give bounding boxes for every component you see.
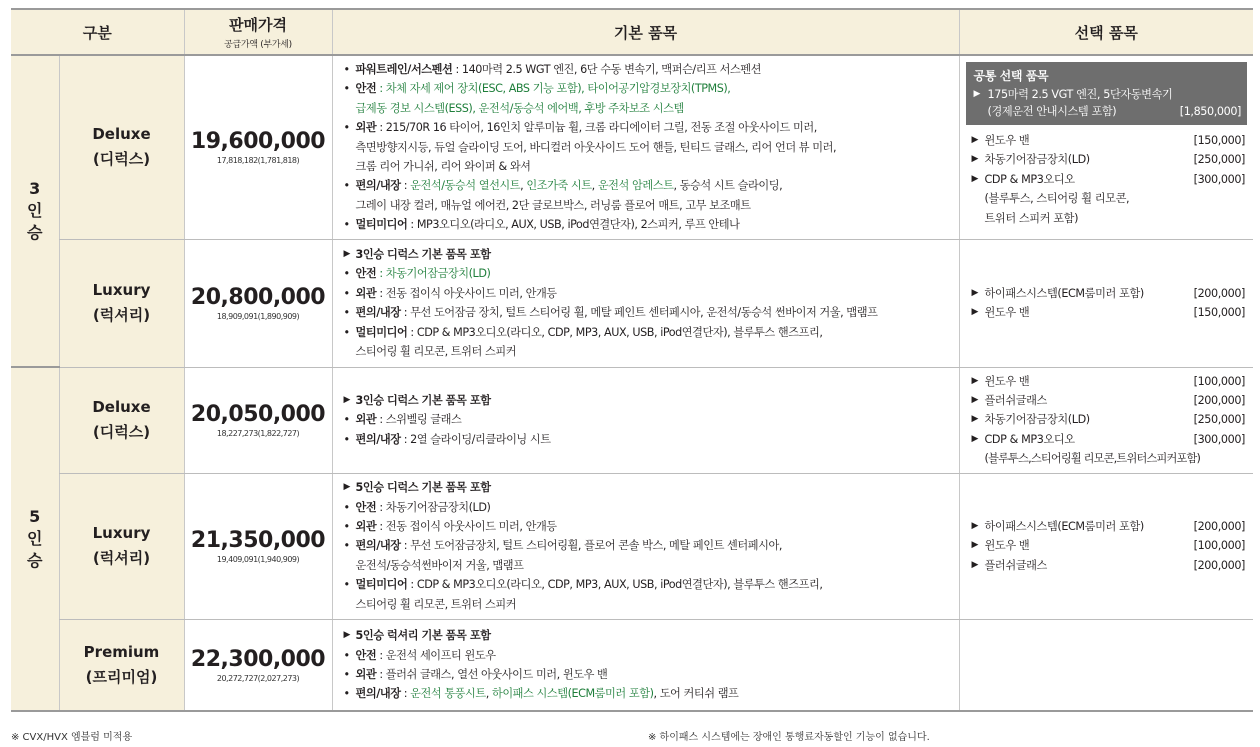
price-cell xyxy=(184,473,332,619)
option-note: (블루투스,스티어링휠 리모콘,트위터스피커포함) xyxy=(984,452,1201,466)
footer-note-left: ※ CVX/HVX 엠블럼 미적용 xyxy=(11,732,133,743)
triangle-icon: ▶ xyxy=(971,135,979,145)
trim-name: Deluxe (디럭스) xyxy=(59,367,184,473)
trim-name: Deluxe (디럭스) xyxy=(59,55,184,239)
basic-items-cell xyxy=(332,55,959,239)
option-items-cell xyxy=(959,367,1253,473)
price-supply: 18,227,273(1,822,727) xyxy=(216,429,300,439)
option-item: ▶ 윈도우 밴 [150,000] xyxy=(972,303,1246,322)
price-main: 21,350,000 xyxy=(190,528,326,554)
triangle-icon: ▶ xyxy=(971,287,979,298)
list-item: ▶ 3인승 디럭스 기본 품목 포함 xyxy=(343,394,491,408)
triangle-icon: ▶ xyxy=(971,521,979,532)
trim-name: Luxury (럭셔리) xyxy=(59,239,184,367)
footer-note-right: ※ 하이패스 시스템에는 장애인 통행료자동할인 기능이 없습니다. xyxy=(648,732,930,743)
table-header-row xyxy=(11,9,1253,55)
table-row xyxy=(11,55,1253,239)
price-cell xyxy=(184,619,332,711)
price-main: 19,600,000 xyxy=(190,129,326,155)
list-item: • 안전 : 차체 자세 제어 장치(ESC, ABS 기능 포함), 타이어공기압경보장치(TPMS), 급제동 경보 시스템(ESS), 운전석/동승석 에어백, 후방 주차보조 시스템 xyxy=(343,82,731,115)
option-item: ▶ 하이패스시스템(ECM룸미러 포함) [200,000] xyxy=(972,517,1246,536)
triangle-icon: ▶ xyxy=(971,307,979,318)
group-3-seater: 3 인 승 xyxy=(11,55,59,367)
list-item: • 편의/내장 : 2열 슬라이딩/리클라이닝 시트 xyxy=(343,432,551,446)
list-item: • 외관 : 플러쉬 글래스, 열선 아웃사이드 미러, 윈도우 밴 xyxy=(343,667,608,681)
triangle-icon: ▶ xyxy=(971,375,979,386)
triangle-icon: ▶ xyxy=(971,433,979,444)
price-cell xyxy=(184,239,332,367)
option-items-cell xyxy=(959,473,1253,619)
option-item: ▶ 차동기어잠금장치(LD) [250,000] xyxy=(972,150,1246,169)
price-cell xyxy=(184,55,332,239)
list-item: • 멀티미디어 : CDP & MP3오디오(라디오, CDP, MP3, AUX, USB, iPod연결단자), 블루투스 핸즈프리, 스티어링 휠 리모콘, 트위터 스피커 xyxy=(343,325,823,358)
triangle-icon: ▶ xyxy=(971,173,979,184)
table-row xyxy=(11,367,1253,473)
list-item: • 안전 : 차동기어잠금장치(LD) xyxy=(343,500,491,514)
list-item: • 편의/내장 : 무선 도어잠금 장치, 털트 스티어링 휠, 메탈 페인트 센터페시아, 운전석/동승석 썬바이저 거울, 맵램프 xyxy=(343,306,878,320)
price-supply: 17,818,182(1,781,818) xyxy=(216,156,300,166)
list-item: • 편의/내장 : 운전석 통풍시트, 하이패스 시스템(ECM룸미러 포함), 도어 커티쉬 램프 xyxy=(343,687,739,701)
trim-name: Premium (프리미엄) xyxy=(59,619,184,711)
option-item: ▶ 플러쉬글래스 [200,000] xyxy=(972,556,1246,575)
option-item: ▶ 윈도우 밴 [150,000] xyxy=(972,131,1246,150)
basic-items-cell xyxy=(332,619,959,711)
group-5-seater: 5 인 승 xyxy=(11,367,59,711)
list-item: • 외관 : 215/70R 16 타이어, 16인치 알루미늄 휠, 크롬 라디에이터 그릴, 전동 조절 아웃사이드 미러, 측면방향지시등, 듀얼 슬라이딩 도어, 바디컬러 아웃사이드 도어 핸들, 틴티드 글래스, 리어 언더 뷰 미러, 크롬 리어 가니쉬, 리어 와이퍼 & 와셔 xyxy=(343,121,837,174)
trim-name: Luxury (럭셔리) xyxy=(59,473,184,619)
list-item: • 외관 : 스위벨링 글래스 xyxy=(343,413,462,427)
price-table xyxy=(11,8,1253,712)
triangle-icon: ▶ xyxy=(971,559,979,570)
header-price-sub: 공급가액 (부가세) xyxy=(224,40,292,50)
price-supply: 18,909,091(1,890,909) xyxy=(216,312,300,322)
basic-items-cell xyxy=(332,367,959,473)
option-item: ▶ 하이패스시스템(ECM룸미러 포함) [200,000] xyxy=(972,284,1246,303)
list-item: • 외관 : 전동 접이식 아웃사이드 미러, 안개등 xyxy=(343,520,557,534)
header-basic-items: 기본 품목 xyxy=(332,9,959,55)
list-item: ▶ 3인승 디럭스 기본 품목 포함 xyxy=(343,247,491,261)
option-item: ▶ 윈도우 밴 [100,000] xyxy=(972,536,1246,555)
price-supply: 20,272,727(2,027,273) xyxy=(216,673,300,683)
list-item: • 멀티미디어 : MP3오디오(라디오, AUX, USB, iPod연결단자), 2스피커, 루프 안테나 xyxy=(343,218,740,232)
list-item: • 멀티미디어 : CDP & MP3오디오(라디오, CDP, MP3, AUX, USB, iPod연결단자), 블루투스 핸즈프리, 스티어링 휠 리모콘, 트위터 스피커 xyxy=(343,578,823,611)
option-items-cell xyxy=(959,55,1253,239)
list-item: ▶ 5인승 럭셔리 기본 품목 포함 xyxy=(343,629,491,643)
header-option-items: 선택 품목 xyxy=(959,9,1253,55)
common-option-box: 공통 선택 품목 ▶ 175마력 2.5 VGT 엔진, 5단자동변속기 (경제운전 안내시스템 포함) [1,850,000] xyxy=(966,62,1248,125)
option-note: (블루투스, 스티어링 휠 리모콘, xyxy=(984,192,1130,206)
triangle-icon: ▶ xyxy=(971,414,979,425)
price-main: 20,800,000 xyxy=(190,285,326,311)
table-row xyxy=(11,473,1253,619)
list-item: • 파워트레인/서스펜션 : 140마력 2.5 WGT 엔진, 6단 수동 변속기, 맥퍼슨/리프 서스펜션 xyxy=(343,63,762,76)
triangle-icon: ▶ xyxy=(973,89,981,99)
list-item: ▶ 5인승 디럭스 기본 품목 포함 xyxy=(343,481,491,495)
header-category: 구분 xyxy=(11,9,184,55)
option-item: ▶ CDP & MP3오디오 [300,000] xyxy=(972,430,1246,449)
basic-items-cell xyxy=(332,473,959,619)
option-items-cell xyxy=(959,239,1253,367)
common-option-title: 공통 선택 품목 xyxy=(973,69,1049,83)
list-item: • 외관 : 전동 접이식 아웃사이드 미러, 안개등 xyxy=(343,286,557,300)
list-item: • 편의/내장 : 무선 도어잠금장치, 털트 스티어링휠, 플로어 콘솔 박스, 메탈 페인트 센터페시아, 운전석/동승석썬바이저 거울, 맵램프 xyxy=(343,539,782,572)
header-price: 판매가격 공급가액 (부가세) xyxy=(184,9,332,55)
common-option-price: [1,850,000] xyxy=(1179,105,1242,118)
option-item: ▶ 차동기어잠금장치(LD) [250,000] xyxy=(972,410,1246,429)
table-row xyxy=(11,239,1253,367)
option-note: 트위터 스피커 포함) xyxy=(984,211,1079,225)
list-item: • 편의/내장 : 운전석/동승석 열선시트, 인조가죽 시트, 운전석 암레스트, 동승석 시트 슬라이딩, 그레이 내장 컬러, 매뉴얼 에어컨, 2단 글로브박스, 러닝룸 플로어 매트, 고무 보조매트 xyxy=(343,179,783,212)
triangle-icon: ▶ xyxy=(971,540,979,551)
price-main: 20,050,000 xyxy=(190,402,326,428)
table-row xyxy=(11,619,1253,711)
price-main: 22,300,000 xyxy=(190,646,326,672)
price-cell xyxy=(184,367,332,473)
basic-items-cell xyxy=(332,239,959,367)
triangle-icon: ▶ xyxy=(971,395,979,406)
price-supply: 19,409,091(1,940,909) xyxy=(216,555,300,565)
list-item: • 안전 : 차동기어잠금장치(LD) xyxy=(343,267,491,281)
triangle-icon: ▶ xyxy=(971,154,979,165)
option-items-cell xyxy=(959,619,1253,711)
list-item: • 안전 : 운전석 세이프티 윈도우 xyxy=(343,648,496,662)
option-item: ▶ 플러쉬글래스 [200,000] xyxy=(972,391,1246,410)
option-item: ▶ 윈도우 밴 [100,000] xyxy=(972,372,1246,391)
option-item: ▶ CDP & MP3오디오 [300,000] xyxy=(972,170,1246,189)
